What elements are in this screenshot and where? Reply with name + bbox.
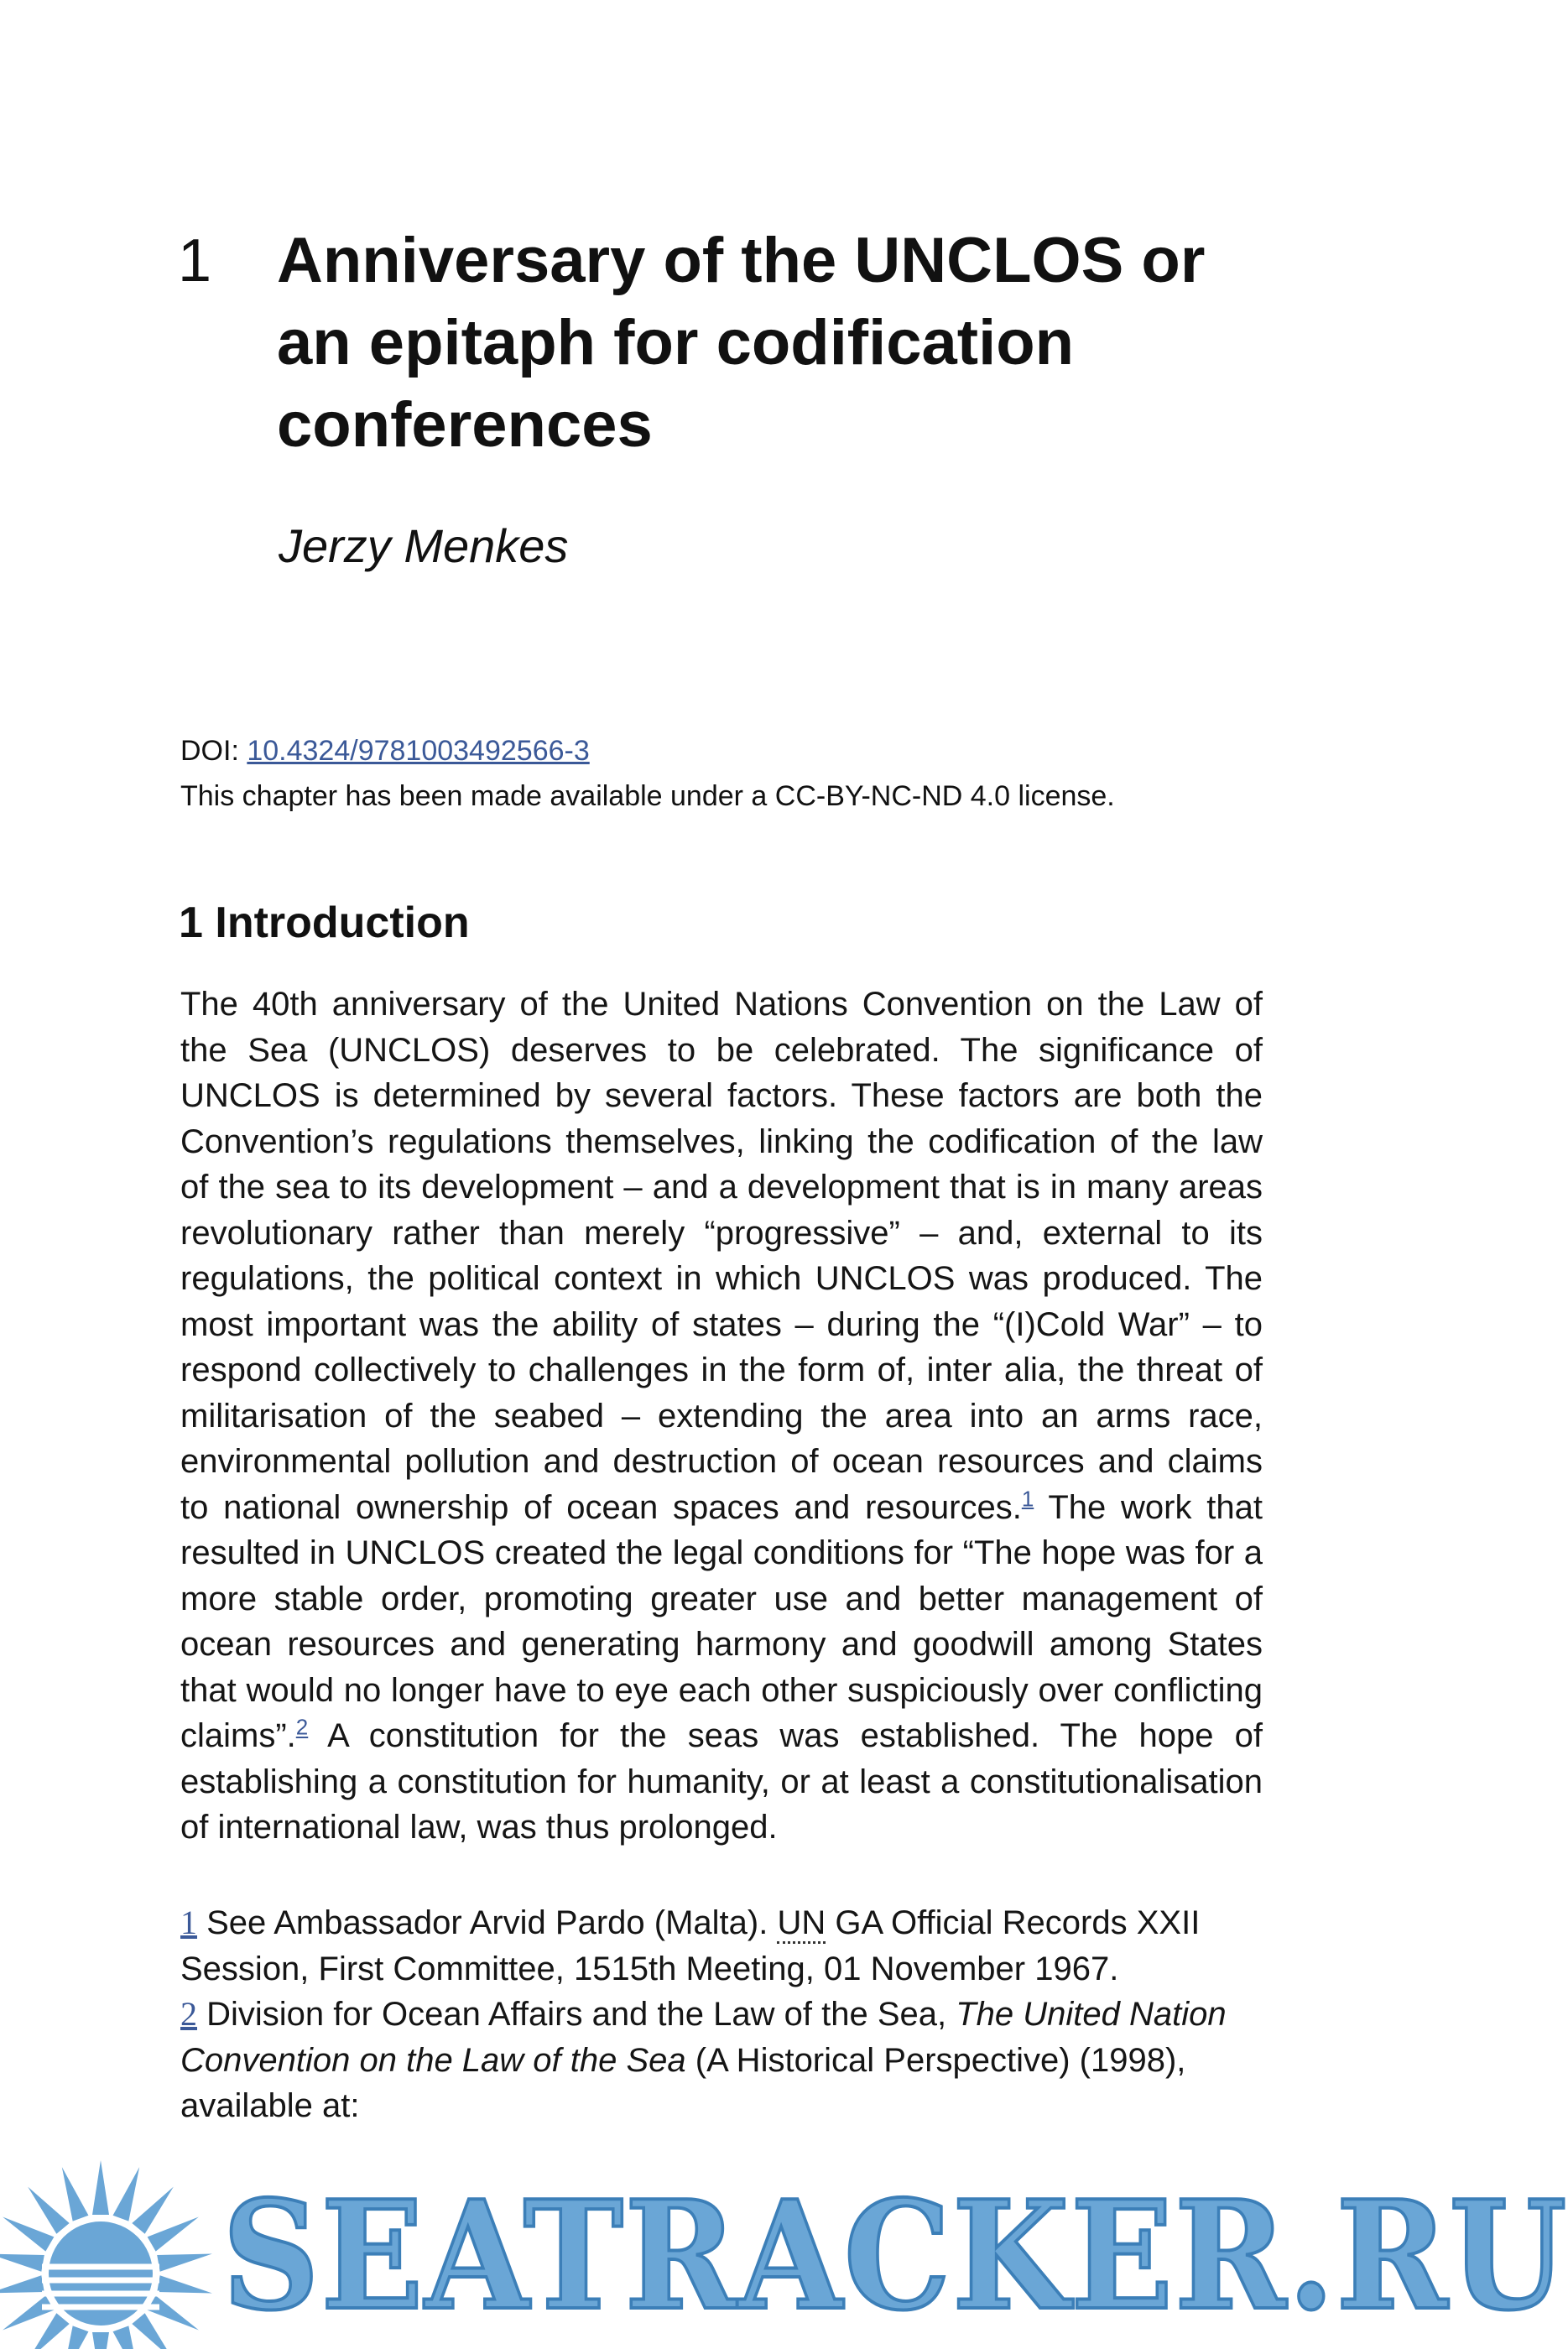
footnote-ref-2[interactable]: 2 xyxy=(295,1714,309,1740)
chapter-title: Anniversary of the UNCLOS or an epitaph for codification conferences xyxy=(277,225,1206,461)
license-line: This chapter has been made available under a CC-BY-NC-ND 4.0 license. xyxy=(180,780,1115,812)
doi-label: DOI: xyxy=(180,735,247,767)
footnote-ref-1[interactable]: 1 xyxy=(1021,1486,1034,1512)
footnote-2-title: The United Nation Convention on the Law of the Sea xyxy=(180,1996,1227,2079)
footnote-2-text-a: Division for Ocean Affairs and the Law of the Sea, xyxy=(197,1996,956,2033)
intro-paragraph xyxy=(180,982,1263,1851)
section-heading: 1 Introduction xyxy=(179,898,470,947)
footnote-1-text-a: See Ambassador Arvid Pardo (Malta). xyxy=(197,1904,778,1941)
author-name: Jerzy Menkes xyxy=(279,519,569,572)
paragraph-text-1: The 40th anniversary of the United Nations Convention on the Law of the Sea (UNCLOS) deserves to be celebrated. The significance of UNCLOS is determined by several factors. These factors are both the Convention’s regulations themselves, linking the codification of the law of the sea to its development – and a development that is in many areas revolutionary rather than merely “progressive” – and, external to its regulations, the political context in which UNCLOS was produced. The most important was the ability of states – during the “(I)Cold War” – to respond collectively to challenges in the form of, inter alia, the threat of militarisation of the seabed – extending the area into an arms race, environmental pollution and destruction of ocean resources and claims to national ownership of ocean spaces and resources. xyxy=(180,986,1263,1526)
watermark-text: SEATRACKER.RU xyxy=(222,2168,1568,2343)
doi-link[interactable]: 10.4324/9781003492566-3 xyxy=(247,735,590,767)
footnote-number-2[interactable]: 2 xyxy=(180,1995,197,2033)
chapter-number: 1 xyxy=(178,227,212,294)
footnote-1-text-b: GA Official Records XXII Session, First Committee, 1515th Meeting, 01 November 1967. xyxy=(180,1904,1201,1987)
footnote-number-1[interactable]: 1 xyxy=(180,1904,197,1941)
footnote-2 xyxy=(180,1992,1263,2129)
sun-icon xyxy=(0,2160,214,2349)
paragraph-text-2: The work that resulted in UNCLOS created the legal conditions for “The hope was for a more stable order, promoting greater use and better management of ocean resources and generating harmony and goodwill among States that would no longer have to eye each other suspiciously over conflicting claims”. xyxy=(180,1488,1263,1754)
footnotes xyxy=(180,1900,1263,2129)
footnote-1 xyxy=(180,1900,1263,1992)
footnote-2-text-b: (A Historical Perspective) (1998), available at: xyxy=(180,2041,1186,2124)
chapter-meta xyxy=(180,728,1115,819)
doi-line xyxy=(180,728,1115,773)
paragraph-text-3: A constitution for the seas was established. The hope of establishing a constitution for humanity, or at least a constitutionalisation of international law, was thus prolonged. xyxy=(180,1717,1263,1846)
un-abbreviation[interactable]: UN xyxy=(777,1904,826,1944)
